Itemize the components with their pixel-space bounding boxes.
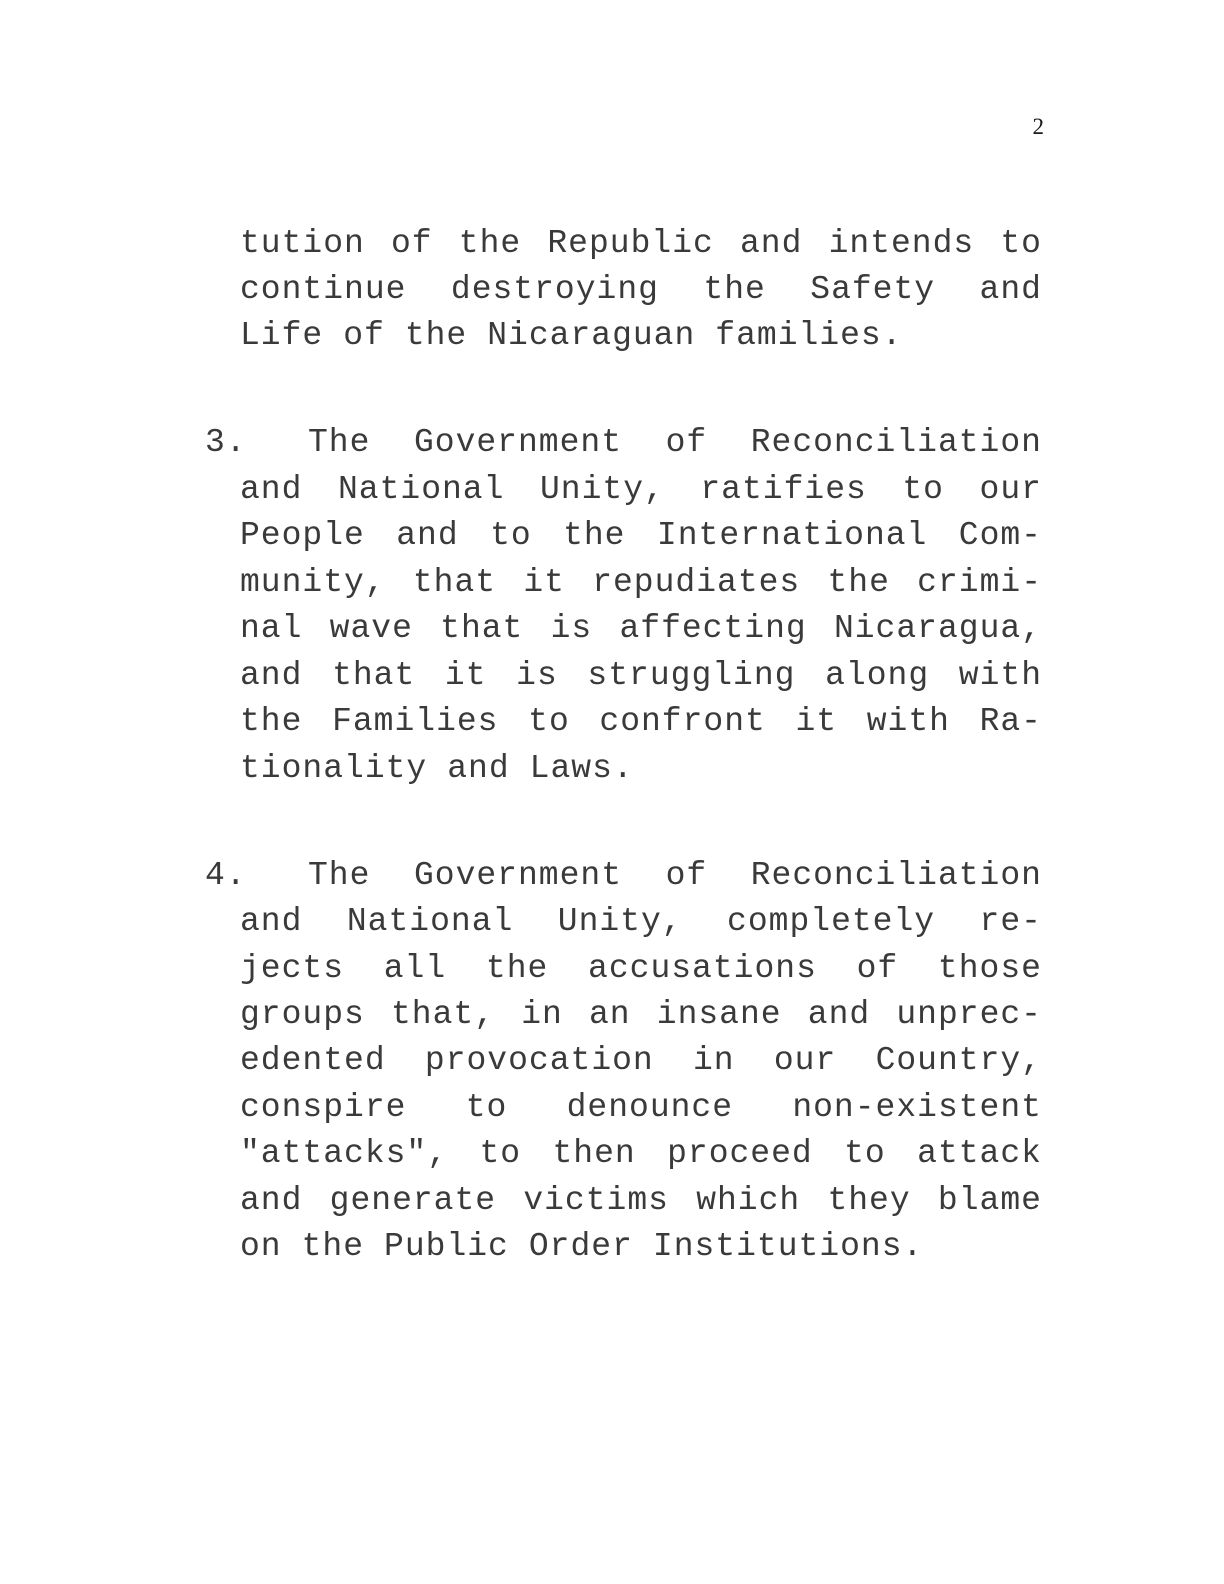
word: to (902, 471, 944, 508)
word: of (665, 424, 708, 461)
item-number: 4. (205, 857, 247, 894)
word: on (240, 1228, 282, 1265)
word: Laws. (529, 750, 634, 787)
word: conspire (240, 1089, 407, 1126)
item-line (308, 853, 1042, 899)
word: The (308, 424, 371, 461)
word: generate (329, 1182, 497, 1219)
word: an (588, 996, 631, 1033)
word: denounce (566, 1089, 734, 1126)
word: and (240, 903, 303, 940)
word: edented (240, 1042, 386, 1079)
word: tionality (240, 750, 428, 787)
word: blame (937, 1182, 1042, 1219)
word: is (550, 610, 593, 647)
word: destroying (450, 271, 659, 308)
word: the (703, 271, 766, 308)
word: to (490, 517, 532, 554)
word: accusations (588, 950, 817, 987)
word: is (516, 657, 558, 694)
word: non-existent (792, 1089, 1042, 1126)
word: National (346, 903, 514, 940)
word: that (412, 564, 497, 601)
word: of (343, 317, 385, 354)
word: intends (828, 225, 975, 262)
word: the (458, 225, 522, 262)
word: People (240, 517, 365, 554)
word: crimi- (917, 564, 1042, 601)
word: of (391, 225, 433, 262)
word: tution (240, 225, 365, 262)
word: Nicaragua, (833, 610, 1042, 647)
word: they (827, 1182, 911, 1219)
item-number: 3. (205, 424, 247, 461)
word: re- (979, 903, 1042, 940)
word: to (465, 1089, 508, 1126)
word: Order (528, 1228, 633, 1265)
item-line (240, 699, 1042, 745)
word: in (693, 1042, 735, 1079)
word: unprec- (896, 996, 1042, 1033)
item-line (240, 899, 1042, 945)
word: munity, (240, 564, 386, 601)
item-line (240, 1038, 1042, 1084)
word: struggling (587, 657, 796, 694)
word: Unity, (557, 903, 683, 940)
continuation-line (240, 313, 1042, 359)
word: repudiates (592, 564, 801, 601)
word: families. (715, 317, 903, 354)
word: insane (656, 996, 782, 1033)
word: with (958, 657, 1042, 694)
word: the (240, 703, 303, 740)
word: of (856, 950, 899, 987)
word: and (447, 750, 510, 787)
word: the (827, 564, 890, 601)
word: Safety (810, 271, 936, 308)
item-line (240, 992, 1042, 1038)
word: in (521, 996, 563, 1033)
word: confront (599, 703, 766, 740)
word: with (866, 703, 950, 740)
word: our (979, 471, 1042, 508)
word: wave (329, 610, 413, 647)
word: it (444, 657, 487, 694)
word: "attacks", (240, 1135, 449, 1172)
word: our (773, 1042, 837, 1079)
page-number: 2 (1032, 114, 1044, 139)
word: Life (240, 317, 324, 354)
word: Unity, (539, 471, 665, 508)
word: Government (413, 857, 623, 894)
word: Institutions. (652, 1228, 924, 1265)
word: and (807, 996, 871, 1033)
item-line (240, 746, 1042, 792)
word: the (404, 317, 468, 354)
word: that, (391, 996, 496, 1033)
item-line (240, 1178, 1042, 1224)
word: along (825, 657, 930, 694)
word: the (563, 517, 626, 554)
word: Families (332, 703, 499, 740)
word: Reconciliation (750, 857, 1042, 894)
word: attack (917, 1135, 1042, 1172)
word: jects (240, 950, 345, 987)
word: Public (384, 1228, 509, 1265)
word: Government (413, 424, 623, 461)
item-line (240, 1085, 1042, 1131)
word: Republic (547, 225, 714, 262)
word: the (485, 950, 549, 987)
word: the (301, 1228, 365, 1265)
item-line (240, 560, 1042, 606)
item-line (240, 513, 1042, 559)
word: of (665, 857, 708, 894)
word: continue (240, 271, 407, 308)
word: and (979, 271, 1042, 308)
word: those (937, 950, 1042, 987)
word: affecting (619, 610, 807, 647)
word: and (396, 517, 459, 554)
word: National (337, 471, 505, 508)
item-line (240, 467, 1042, 513)
word: to (844, 1135, 886, 1172)
word: which (696, 1182, 801, 1219)
word: Reconciliation (750, 424, 1042, 461)
continuation-line (240, 267, 1042, 313)
word: Com- (958, 517, 1042, 554)
word: International (656, 517, 928, 554)
word: The (308, 857, 371, 894)
word: nal (240, 610, 303, 647)
item-line (240, 653, 1042, 699)
item-line (240, 946, 1042, 992)
word: then (552, 1135, 636, 1172)
word: Ra- (979, 703, 1042, 740)
word: groups (240, 996, 365, 1033)
word: it (795, 703, 838, 740)
word: and (240, 657, 303, 694)
word: proceed (667, 1135, 813, 1172)
word: and (240, 471, 303, 508)
word: provocation (424, 1042, 654, 1079)
item-line (240, 606, 1042, 652)
word: that (440, 610, 524, 647)
item-line (240, 1131, 1042, 1177)
word: that (332, 657, 416, 694)
word: and (739, 225, 803, 262)
word: Country, (875, 1042, 1042, 1079)
word: to (1000, 225, 1042, 262)
word: to (479, 1135, 522, 1172)
word: all (383, 950, 447, 987)
item-line (240, 1224, 1042, 1270)
word: Nicaraguan (487, 317, 696, 354)
word: ratifies (700, 471, 867, 508)
word: and (240, 1182, 303, 1219)
word: it (523, 564, 565, 601)
word: victims (523, 1182, 669, 1219)
word: to (528, 703, 570, 740)
item-line (308, 420, 1042, 466)
word: completely (727, 903, 936, 940)
continuation-line (240, 221, 1042, 267)
